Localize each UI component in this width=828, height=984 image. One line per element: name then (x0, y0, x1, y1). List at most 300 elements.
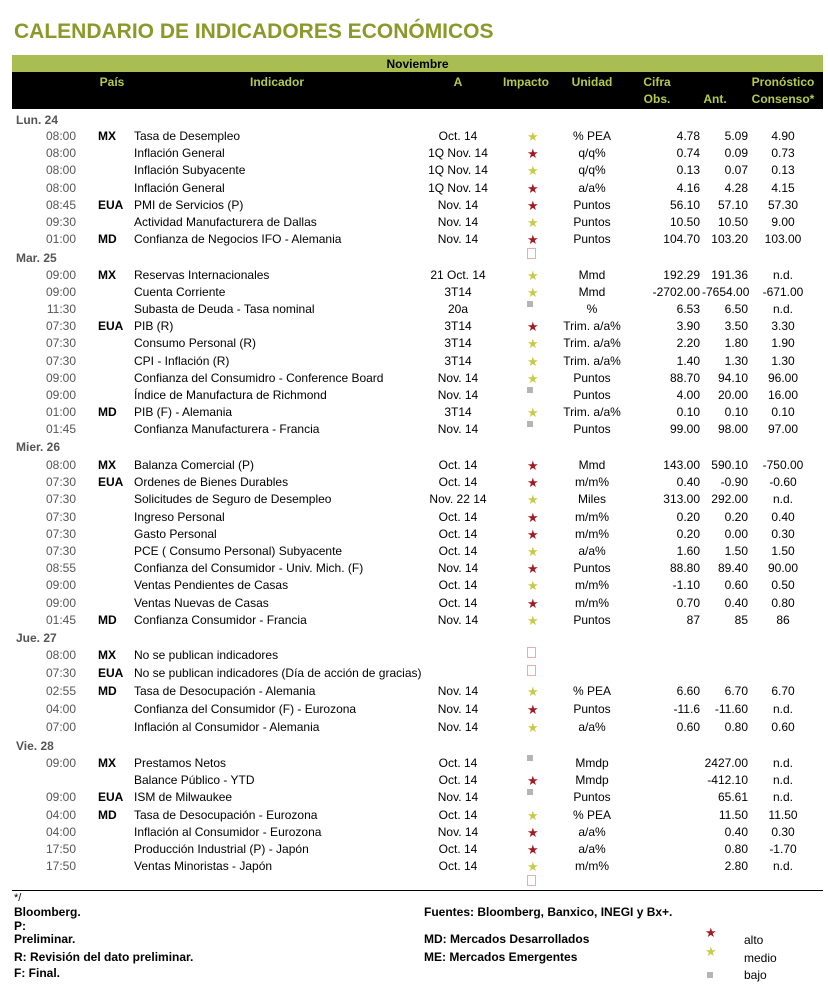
previous-cell: 0.10 (724, 404, 748, 419)
previous-cell: 6.70 (724, 684, 748, 698)
time-cell: 01:00 (45, 232, 76, 247)
period-cell: Oct. 14 (438, 859, 478, 874)
time-cell: 11:30 (46, 302, 76, 317)
previous-cell: 0.07 (724, 163, 748, 178)
table-row: 09:30 Actividad Manufacturera de Dallas Nov. 14 Puntos 10.50 10.50 9.00 ★ (12, 214, 823, 231)
indicator-cell: No se publican indicadores (134, 648, 279, 662)
forecast-cell: n.d. (772, 756, 793, 770)
table-row (12, 387, 823, 404)
indicator-cell: Confianza del Consumidro - Conference Board (134, 370, 384, 385)
observed-cell: 99.00 (669, 421, 700, 436)
observed-cell: 192.29 (663, 268, 700, 282)
footer-note-preliminar: Preliminar. (14, 932, 76, 946)
observed-cell: 4.00 (676, 387, 700, 402)
unit-cell: m/m% (575, 578, 609, 593)
previous-cell: -0.90 (720, 475, 748, 490)
legend-star-medio-icon: ★ (705, 944, 717, 959)
period-cell: 1Q Nov. 14 (428, 163, 488, 178)
footer-md: MD: Mercados Desarrollados (424, 932, 590, 946)
table-row: Balance Público - YTD Oct. 14 Mmdp -412.10 n.d. ★ (12, 772, 823, 789)
time-cell: 04:00 (45, 807, 76, 822)
period-cell: Nov. 14 (437, 702, 479, 716)
indicator-cell: Actividad Manufacturera de Dallas (134, 215, 317, 229)
time-cell: 08:00 (45, 648, 76, 662)
forecast-cell: 6.70 (771, 684, 795, 698)
forecast-cell: n.d. (772, 790, 793, 805)
header-unidad: Unidad (571, 75, 613, 89)
header-pais: País (99, 75, 125, 89)
observed-cell: 0.60 (676, 720, 700, 734)
previous-cell: 0.80 (724, 842, 748, 856)
previous-cell: 0.80 (724, 720, 748, 734)
time-cell: 07:30 (45, 544, 76, 558)
table-row: 09:00 MX Reservas Internacionales 21 Oct. 14 Mmd 192.29 191.36 n.d. ★ (12, 267, 823, 284)
indicator-cell: No se publican indicadores (Día de acción de gracias) (134, 666, 422, 680)
forecast-cell: n.d. (772, 859, 793, 874)
table-row: 09:00 Ventas Nuevas de Casas Oct. 14 m/m% 0.70 0.40 0.80 ★ (12, 595, 823, 612)
time-cell: 07:30 (45, 475, 76, 490)
unit-cell: Trim. a/a% (563, 353, 621, 368)
header-consenso: Consenso* (751, 92, 815, 106)
observed-cell: 88.70 (669, 370, 700, 385)
unit-cell: m/m% (575, 859, 609, 874)
previous-cell: 0.60 (724, 578, 748, 593)
observed-cell: 0.20 (676, 526, 700, 541)
forecast-cell: 1.30 (771, 353, 795, 368)
time-cell: 04:00 (45, 702, 76, 716)
period-cell: Nov. 14 (437, 684, 479, 698)
observed-cell: -11.6 (673, 702, 700, 716)
forecast-cell: n.d. (772, 702, 793, 716)
previous-cell: 11.50 (718, 807, 748, 822)
period-cell: Oct. 14 (438, 458, 478, 472)
time-cell: 08:55 (45, 561, 76, 576)
time-cell: 07:00 (45, 720, 76, 734)
forecast-cell: n.d. (772, 268, 793, 282)
previous-cell: 10.50 (717, 215, 748, 229)
previous-cell: 2.80 (724, 859, 748, 874)
observed-cell: 4.16 (676, 180, 700, 195)
header-cifra: Cifra (643, 75, 671, 89)
previous-cell: 1.80 (724, 336, 748, 351)
unit-cell: % PEA (572, 684, 611, 698)
unit-cell: Puntos (573, 612, 611, 627)
unit-cell: Puntos (573, 197, 611, 212)
unit-cell: a/a% (578, 842, 606, 856)
time-cell: 07:30 (45, 336, 76, 351)
indicator-cell: Prestamos Netos (134, 756, 227, 770)
observed-cell: 0.70 (676, 595, 700, 610)
table-row: 07:30 Solicitudes de Seguro de Desempleo Nov. 22 14 Miles 313.00 292.00 n.d. ★ (12, 491, 823, 508)
observed-cell: 0.10 (676, 404, 700, 419)
indicator-cell: Ventas Pendientes de Casas (134, 578, 289, 593)
indicator-cell: Inflación Subyacente (134, 163, 246, 178)
period-cell: Nov. 14 (437, 720, 479, 734)
unit-cell: Puntos (573, 702, 611, 716)
day-label: Mar. 25 (16, 251, 57, 265)
previous-cell: 191.36 (711, 268, 748, 282)
unit-cell: Mmd (578, 285, 606, 300)
unit-cell: Puntos (573, 421, 611, 436)
previous-cell: 0.00 (724, 526, 748, 541)
forecast-cell: 0.30 (771, 526, 795, 541)
time-cell: 07:30 (45, 353, 76, 368)
indicator-cell: Inflación General (134, 180, 225, 195)
forecast-cell: 3.30 (771, 319, 795, 334)
unit-cell: m/m% (575, 509, 609, 524)
time-cell: 08:00 (45, 458, 76, 472)
indicator-cell: Gasto Personal (134, 526, 217, 541)
time-cell: 07:30 (45, 492, 76, 507)
time-cell: 08:00 (45, 129, 76, 143)
forecast-cell: 86 (776, 612, 790, 627)
day-label: Jue. 27 (16, 631, 57, 645)
table-row: 08:00 MX Tasa de Desempleo Oct. 14 % PEA 4.78 5.09 4.90 ★ (12, 128, 823, 145)
time-cell: 07:30 (45, 526, 76, 541)
table-row: 07:30 Consumo Personal (R) 3T14 Trim. a/a% 2.20 1.80 1.90 ★ (12, 335, 823, 352)
unit-cell: % PEA (572, 129, 611, 143)
footer-asterisk: */ (14, 892, 22, 904)
period-cell: Nov. 14 (437, 232, 479, 247)
forecast-cell: n.d. (772, 302, 793, 317)
time-cell: 02:55 (45, 684, 76, 698)
period-cell: Oct. 14 (438, 475, 478, 490)
observed-cell: 0.40 (676, 475, 700, 490)
previous-cell: 98.00 (717, 421, 748, 436)
indicator-cell: Confianza Consumidor - Francia (134, 612, 307, 627)
table-row (12, 248, 823, 265)
legend-bajo-label: bajo (744, 968, 767, 982)
table-row (12, 421, 823, 438)
country-cell: EUA (98, 790, 124, 805)
indicator-cell: Consumo Personal (R) (134, 336, 257, 351)
table-row: 17:50 Ventas Minoristas - Japón Oct. 14 m/m% 2.80 n.d. ★ (12, 858, 823, 875)
unit-cell: Mmdp (575, 756, 609, 770)
unit-cell: Puntos (573, 790, 611, 805)
indicator-cell: Índice de Manufactura de Richmond (134, 387, 327, 402)
footer-note-revision: R: Revisión del dato preliminar. (14, 950, 194, 964)
table-row (12, 665, 823, 682)
observed-cell: 313.00 (663, 492, 700, 507)
header-obs: Obs. (643, 92, 671, 106)
period-cell: Nov. 14 (437, 561, 479, 576)
forecast-cell: n.d. (772, 492, 793, 507)
header-a: A (453, 75, 463, 89)
period-cell: Oct. 14 (438, 578, 478, 593)
indicator-cell: Ventas Nuevas de Casas (134, 595, 269, 610)
observed-cell: -2702.00 (652, 285, 700, 300)
previous-cell: 2427.00 (704, 756, 748, 770)
observed-cell: 87 (686, 612, 700, 627)
time-cell: 09:00 (45, 756, 76, 770)
observed-cell: 88.80 (669, 561, 700, 576)
unit-cell: Trim. a/a% (563, 404, 621, 419)
country-cell: EUA (98, 475, 124, 490)
country-cell: MX (98, 268, 116, 282)
time-cell: 09:00 (45, 285, 76, 300)
observed-cell: 6.53 (676, 302, 700, 317)
time-cell: 09:00 (45, 268, 76, 282)
time-cell: 09:00 (45, 370, 76, 385)
indicator-cell: Ingreso Personal (134, 509, 225, 524)
previous-cell: 57.10 (717, 197, 748, 212)
forecast-cell: -671.00 (762, 285, 804, 300)
observed-cell: 1.40 (676, 353, 700, 368)
footer-note-p: P: (14, 919, 26, 933)
time-cell: 08:00 (45, 163, 76, 178)
forecast-cell: 96.00 (767, 370, 799, 385)
time-cell: 07:30 (45, 319, 76, 334)
time-cell: 17:50 (45, 842, 76, 856)
previous-cell: -11.60 (714, 702, 748, 716)
period-cell: 20a (447, 302, 469, 317)
country-cell: MD (98, 404, 117, 419)
previous-cell: 0.40 (724, 824, 748, 839)
indicator-cell: Reservas Internacionales (134, 268, 270, 282)
country-cell: MD (98, 232, 117, 247)
period-cell: Nov. 14 (437, 790, 479, 805)
period-cell: Oct. 14 (438, 526, 478, 541)
month-bar: Noviembre (12, 55, 823, 72)
forecast-cell: n.d. (772, 773, 793, 788)
time-cell: 01:45 (45, 612, 76, 627)
table-row: 08:00 Inflación General 1Q Nov. 14 q/q% 0.74 0.09 0.73 ★ (12, 145, 823, 162)
observed-cell: 6.60 (676, 684, 700, 698)
observed-cell: 143.00 (663, 458, 700, 472)
forecast-cell: -0.60 (769, 475, 797, 490)
day-label: Mier. 26 (16, 440, 61, 454)
previous-cell: 1.50 (724, 544, 748, 558)
forecast-cell: 4.15 (771, 180, 795, 195)
observed-cell: 56.10 (669, 197, 700, 212)
previous-cell: 292.00 (711, 492, 748, 507)
previous-cell: -412.10 (707, 773, 748, 788)
table-row: 17:50 Producción Industrial (P) - Japón Oct. 14 a/a% 0.80 -1.70 ★ (12, 841, 823, 858)
unit-cell: Trim. a/a% (563, 319, 621, 334)
unit-cell: q/q% (578, 146, 606, 161)
time-cell: 09:30 (45, 215, 76, 229)
previous-cell: 20.00 (717, 387, 748, 402)
period-cell: Oct. 14 (438, 129, 478, 143)
forecast-cell: 4.90 (771, 129, 795, 143)
indicator-cell: Tasa de Desocupación - Alemania (134, 684, 316, 698)
country-cell: MD (98, 807, 117, 822)
country-cell: MX (98, 756, 116, 770)
unit-cell: Mmd (578, 458, 606, 472)
period-cell: Nov. 14 (437, 197, 479, 212)
indicator-cell: Solicitudes de Seguro de Desempleo (134, 492, 332, 507)
period-cell: Nov. 14 (437, 824, 479, 839)
forecast-cell: 0.60 (771, 720, 795, 734)
unit-cell: a/a% (578, 720, 606, 734)
country-cell: EUA (98, 319, 124, 334)
country-cell: MD (98, 684, 117, 698)
header-indicador: Indicador (249, 75, 304, 89)
table-row: 04:00 Confianza del Consumidor (F) - Eurozona Nov. 14 Puntos -11.6 -11.60 n.d. ★ (12, 701, 823, 718)
indicator-cell: Tasa de Desocupación - Eurozona (134, 807, 318, 822)
table-row: 07:30 EUA Ordenes de Bienes Durables Oct. 14 m/m% 0.40 -0.90 -0.60 ★ (12, 474, 823, 491)
country-cell: MX (98, 129, 116, 143)
unit-cell: Mmdp (575, 773, 609, 788)
observed-cell: 10.50 (669, 215, 700, 229)
unit-cell: Puntos (573, 215, 611, 229)
table-row: 09:00 Confianza del Consumidro - Conference Board Nov. 14 Puntos 88.70 94.10 96.00 ★ (12, 370, 823, 387)
unit-cell: Puntos (573, 387, 611, 402)
previous-cell: 94.10 (717, 370, 748, 385)
country-cell: EUA (98, 666, 124, 680)
header-impacto: Impacto (502, 75, 549, 89)
indicator-cell: ISM de Milwaukee (134, 790, 233, 805)
indicator-cell: Cuenta Corriente (134, 285, 226, 300)
unit-cell: % PEA (572, 807, 611, 822)
legend-alto-label: alto (744, 933, 764, 947)
table-row: 01:00 MD PIB (F) - Alemania 3T14 Trim. a/a% 0.10 0.10 0.10 ★ (12, 404, 823, 421)
day-label: Lun. 24 (16, 113, 59, 127)
time-cell: 01:45 (45, 421, 76, 436)
observed-cell: -1.10 (672, 578, 700, 593)
period-cell: Nov. 22 14 (429, 492, 487, 507)
table-row: 04:00 MD Tasa de Desocupación - Eurozona Oct. 14 % PEA 11.50 11.50 ★ (12, 807, 823, 824)
time-cell: 17:50 (45, 859, 76, 874)
period-cell: 1Q Nov. 14 (428, 180, 488, 195)
previous-cell: 1.30 (724, 353, 748, 368)
previous-cell: 4.28 (724, 180, 748, 195)
table-row: 07:30 Gasto Personal Oct. 14 m/m% 0.20 0.00 0.30 ★ (12, 526, 823, 543)
forecast-cell: 0.40 (771, 509, 795, 524)
previous-cell: 3.50 (724, 319, 748, 334)
forecast-cell: 0.73 (771, 146, 795, 161)
previous-cell: 85 (734, 612, 748, 627)
forecast-cell: 0.10 (771, 404, 795, 419)
unit-cell: Puntos (573, 232, 611, 247)
forecast-cell: 103.00 (764, 232, 802, 247)
forecast-cell: 97.00 (767, 421, 799, 436)
time-cell: 04:00 (45, 824, 76, 839)
forecast-cell: 0.13 (771, 163, 795, 178)
observed-cell: 2.20 (676, 336, 700, 351)
period-cell: Oct. 14 (438, 756, 478, 770)
period-cell: Oct. 14 (438, 773, 478, 788)
table-row: 08:00 Inflación General 1Q Nov. 14 a/a% 4.16 4.28 4.15 ★ (12, 180, 823, 197)
forecast-cell: 0.30 (771, 824, 795, 839)
table-row: 07:00 Inflación al Consumidor - Alemania Nov. 14 a/a% 0.60 0.80 0.60 ★ (12, 719, 823, 736)
indicator-cell: Confianza del Consumidor - Univ. Mich. (F) (134, 561, 364, 576)
country-cell: MX (98, 648, 116, 662)
period-cell: Nov. 14 (437, 370, 479, 385)
table-row: 02:55 MD Tasa de Desocupación - Alemania Nov. 14 % PEA 6.60 6.70 6.70 ★ (12, 683, 823, 700)
time-cell: 09:00 (45, 790, 76, 805)
unit-cell: Puntos (573, 561, 611, 576)
previous-cell: 0.20 (724, 509, 748, 524)
table-row: 07:30 PCE ( Consumo Personal) Subyacente Oct. 14 a/a% 1.60 1.50 1.50 ★ (12, 543, 823, 560)
previous-cell: 6.50 (724, 302, 748, 317)
table-row: 07:30 EUA PIB (R) 3T14 Trim. a/a% 3.90 3.50 3.30 ★ (12, 318, 823, 335)
table-row (12, 755, 823, 772)
footer-note-final: F: Final. (14, 966, 60, 980)
time-cell: 07:30 (45, 666, 76, 680)
indicator-cell: Ventas Minoristas - Japón (134, 859, 273, 874)
previous-cell: 65.61 (717, 790, 748, 805)
indicator-cell: Confianza del Consumidor (F) - Eurozona (134, 702, 357, 716)
unit-cell: Trim. a/a% (563, 336, 621, 351)
time-cell: 08:00 (45, 180, 76, 195)
forecast-cell: -750.00 (762, 458, 804, 472)
table-row: 08:00 MX Balanza Comercial (P) Oct. 14 Mmd 143.00 590.10 -750.00 ★ (12, 457, 823, 474)
previous-cell: 89.40 (717, 561, 748, 576)
unit-cell: q/q% (578, 163, 606, 178)
indicator-cell: Subasta de Deuda - Tasa nominal (134, 302, 315, 317)
indicator-cell: Confianza de Negocios IFO - Alemania (134, 232, 342, 247)
country-cell: MX (98, 458, 116, 472)
period-cell: Nov. 14 (437, 612, 479, 627)
period-cell: 21 Oct. 14 (430, 268, 486, 282)
observed-cell: 0.74 (676, 146, 700, 161)
country-cell: MD (98, 612, 117, 627)
legend-square-bajo-icon (707, 966, 713, 984)
table-row: 04:00 Inflación al Consumidor - Eurozona Nov. 14 a/a% 0.40 0.30 ★ (12, 824, 823, 841)
table-row: 01:45 MD Confianza Consumidor - Francia Nov. 14 Puntos 87 85 86 ★ (12, 612, 823, 629)
period-cell: Oct. 14 (438, 595, 478, 610)
unit-cell: Puntos (573, 370, 611, 385)
time-cell: 01:00 (45, 404, 76, 419)
period-cell: Oct. 14 (438, 807, 478, 822)
unit-cell: Miles (577, 492, 606, 507)
header-pronostico: Pronóstico (751, 75, 815, 89)
indicator-cell: Producción Industrial (P) - Japón (134, 842, 309, 856)
previous-cell: 5.09 (724, 129, 748, 143)
footer-separator (12, 890, 823, 891)
table-row: 08:45 EUA PMI de Servicios (P) Nov. 14 Puntos 56.10 57.10 57.30 ★ (12, 197, 823, 214)
table-row: 07:30 CPI - Inflación (R) 3T14 Trim. a/a% 1.40 1.30 1.30 ★ (12, 353, 823, 370)
table-row: 09:00 Cuenta Corriente 3T14 Mmd -2702.00 -7654.00 -671.00 ★ (12, 284, 823, 301)
time-cell: 09:00 (45, 578, 76, 593)
table-row: 08:55 Confianza del Consumidor - Univ. Mich. (F) Nov. 14 Puntos 88.80 89.40 90.00 ★ (12, 560, 823, 577)
time-cell: 09:00 (45, 387, 76, 402)
indicator-cell: CPI - Inflación (R) (134, 353, 230, 368)
legend-star-alto-icon: ★ (705, 925, 717, 940)
observed-cell: 0.13 (676, 163, 700, 178)
period-cell: 3T14 (444, 319, 472, 334)
indicator-cell: Balanza Comercial (P) (134, 458, 255, 472)
period-cell: 3T14 (444, 353, 472, 368)
observed-cell: 4.78 (676, 129, 700, 143)
forecast-cell: 57.30 (767, 197, 799, 212)
indicator-cell: Tasa de Desempleo (134, 129, 241, 143)
forecast-cell: 0.80 (771, 595, 795, 610)
forecast-cell: 0.50 (771, 578, 795, 593)
forecast-cell: 16.00 (767, 387, 799, 402)
unit-cell: Mmd (578, 268, 606, 282)
observed-cell: 1.60 (676, 544, 700, 558)
forecast-cell: 9.00 (771, 215, 795, 229)
day-label: Vie. 28 (16, 739, 54, 753)
country-cell: EUA (98, 197, 124, 212)
time-cell: 09:00 (45, 595, 76, 610)
previous-cell: 103.20 (711, 232, 748, 247)
indicator-cell: Inflación General (134, 146, 225, 161)
indicator-cell: Inflación al Consumidor - Alemania (134, 720, 320, 734)
previous-cell: 0.40 (724, 595, 748, 610)
unit-cell: a/a% (578, 180, 606, 195)
period-cell: 3T14 (444, 285, 472, 300)
table-row (12, 789, 823, 806)
period-cell: Nov. 14 (437, 215, 479, 229)
indicator-cell: Ordenes de Bienes Durables (134, 475, 289, 490)
previous-cell: 590.10 (711, 458, 748, 472)
unit-cell: m/m% (575, 475, 609, 490)
period-cell: Nov. 14 (437, 421, 479, 436)
indicator-cell: Confianza Manufacturera - Francia (134, 421, 320, 436)
